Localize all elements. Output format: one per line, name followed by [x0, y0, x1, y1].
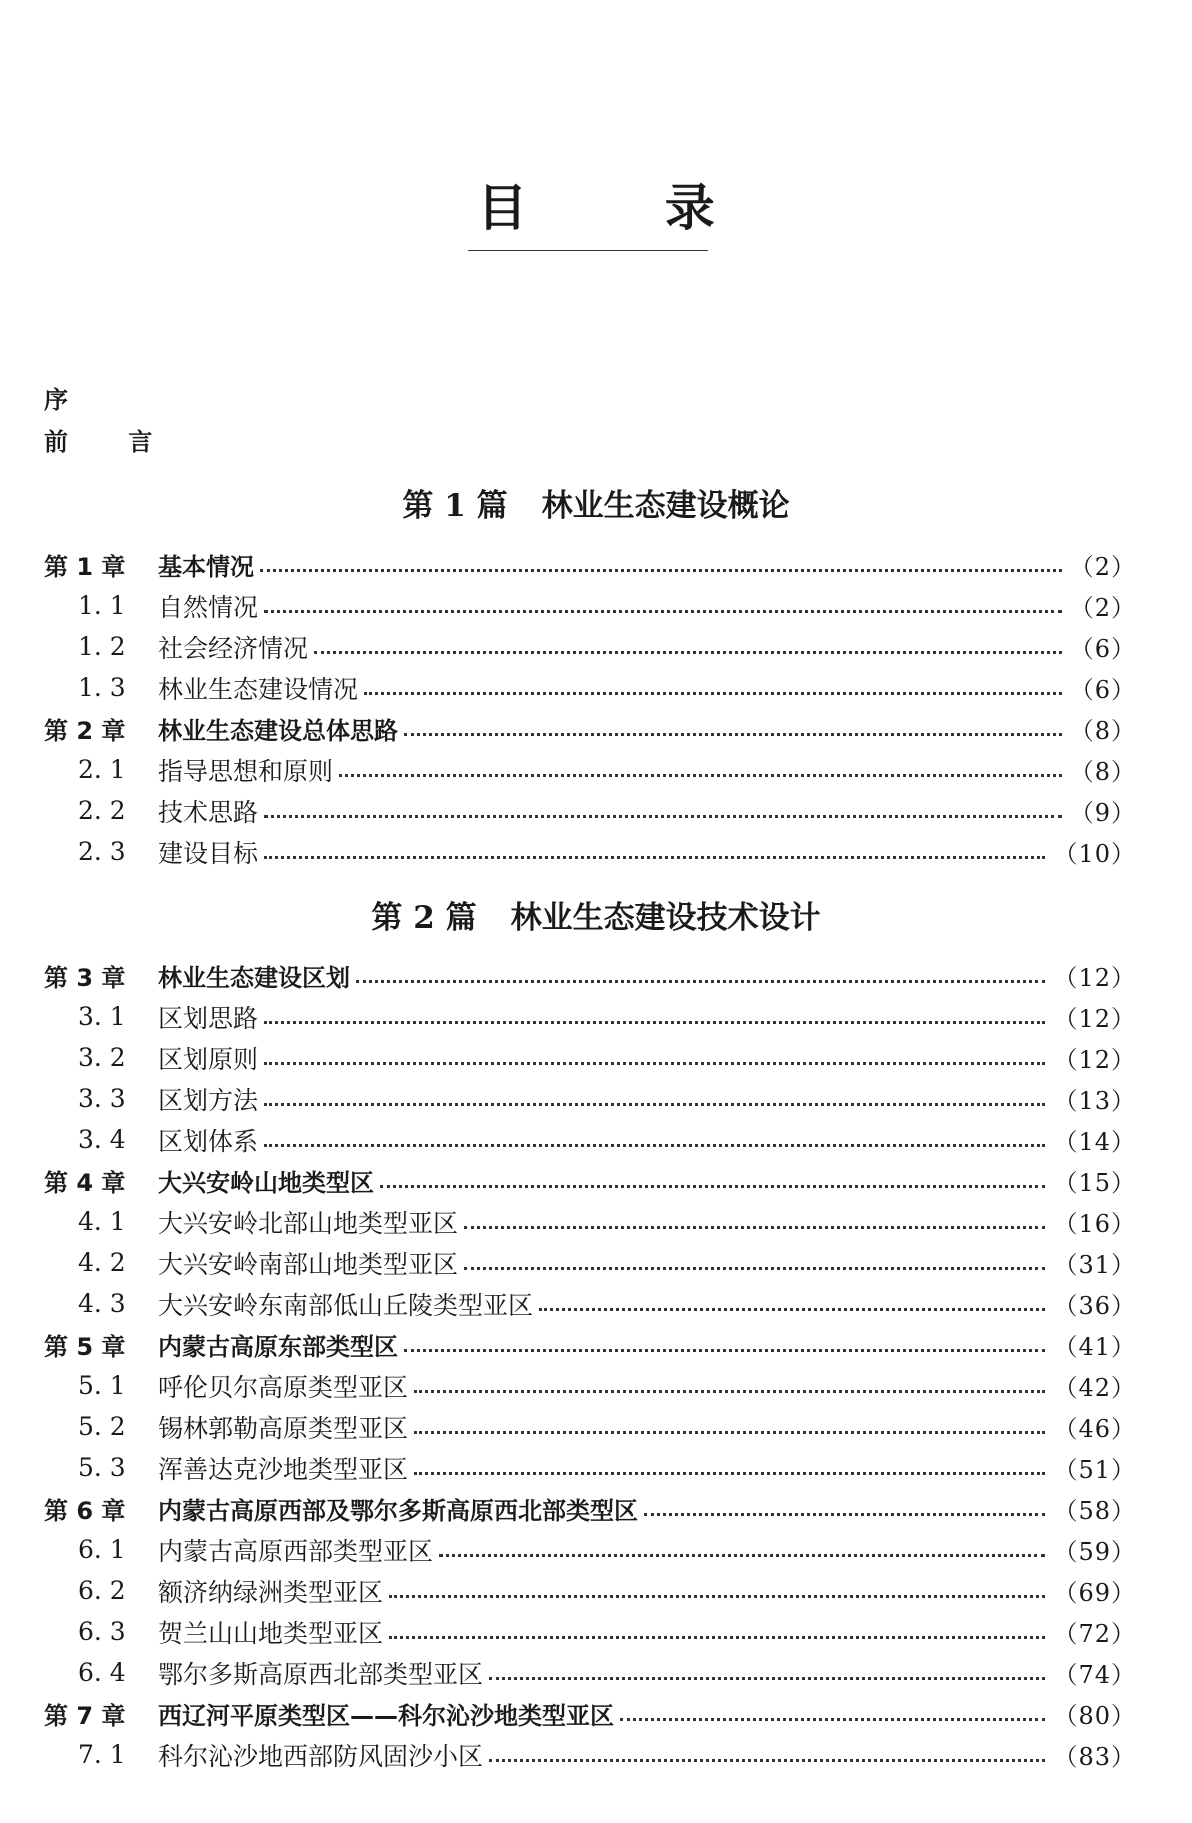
entry-number: 第 3 章	[44, 964, 126, 992]
entry-title: 社会经济情况	[158, 633, 309, 663]
entry-number: 3. 1	[78, 1002, 126, 1031]
entry-title: 区划体系	[158, 1126, 259, 1156]
toc-list-part-2	[44, 955, 1136, 1775]
toc-section-row[interactable]	[44, 1037, 1136, 1078]
entry-number: 1. 1	[78, 591, 126, 620]
entry-title: 大兴安岭南部山地类型亚区	[158, 1249, 459, 1279]
entry-title: 浑善达克沙地类型亚区	[158, 1454, 409, 1484]
dot-leader	[489, 1677, 1045, 1680]
entry-page: （16）	[1053, 1210, 1136, 1238]
entry-number: 3. 4	[78, 1125, 126, 1154]
dot-leader	[314, 651, 1062, 654]
entry-number: 4. 2	[78, 1248, 126, 1277]
toc-chapter-row[interactable]	[44, 955, 1136, 996]
entry-title: 科尔沁沙地西部防风固沙小区	[158, 1741, 484, 1771]
toc-section-row[interactable]	[44, 1078, 1136, 1119]
toc-section-row[interactable]	[44, 1734, 1136, 1775]
entry-page: （10）	[1053, 840, 1136, 868]
entry-page: （72）	[1053, 1620, 1136, 1648]
toc-section-row[interactable]	[44, 831, 1136, 872]
entry-title: 技术思路	[158, 797, 259, 827]
dot-leader	[404, 733, 1062, 736]
entry-title: 区划思路	[158, 1003, 259, 1033]
part-number: 第 1 篇	[402, 488, 508, 524]
dot-leader	[264, 1021, 1045, 1024]
dot-leader	[414, 1431, 1045, 1434]
entry-number: 第 2 章	[44, 717, 126, 745]
entry-page: （8）	[1069, 717, 1136, 745]
entry-page: （2）	[1069, 594, 1136, 622]
entry-page: （6）	[1069, 635, 1136, 663]
entry-number: 1. 2	[78, 632, 126, 661]
page-title: 目 录	[477, 179, 775, 237]
dot-leader	[364, 692, 1062, 695]
entry-page: （14）	[1053, 1128, 1136, 1156]
toc-chapter-row[interactable]	[44, 1488, 1136, 1529]
entry-number: 6. 4	[78, 1658, 126, 1687]
toc-section-row[interactable]	[44, 1406, 1136, 1447]
entry-page: （6）	[1069, 676, 1136, 704]
dot-leader	[260, 569, 1062, 572]
dot-leader	[644, 1513, 1045, 1516]
toc-chapter-row[interactable]	[44, 544, 1136, 585]
entry-number: 7. 1	[78, 1740, 126, 1769]
entry-title: 区划方法	[158, 1085, 259, 1115]
entry-page: （12）	[1053, 1005, 1136, 1033]
entry-title: 基本情况	[158, 553, 254, 581]
entry-page: （13）	[1053, 1087, 1136, 1115]
entry-title: 锡林郭勒高原类型亚区	[158, 1413, 409, 1443]
entry-number: 1. 3	[78, 673, 126, 702]
entry-page: （69）	[1053, 1579, 1136, 1607]
dot-leader	[439, 1554, 1045, 1557]
entry-page: （31）	[1053, 1251, 1136, 1279]
entry-number: 6. 1	[78, 1535, 126, 1564]
entry-page: （46）	[1053, 1415, 1136, 1443]
toc-section-row[interactable]	[44, 1611, 1136, 1652]
entry-page: （80）	[1053, 1702, 1136, 1730]
entry-page: （51）	[1053, 1456, 1136, 1484]
entry-title: 建设目标	[158, 838, 259, 868]
entry-number: 第 5 章	[44, 1333, 126, 1361]
entry-number: 第 1 章	[44, 553, 126, 581]
dot-leader	[339, 774, 1062, 777]
dot-leader	[264, 610, 1062, 613]
dot-leader	[380, 1185, 1045, 1188]
part-heading-1	[0, 486, 1192, 526]
entry-number: 4. 1	[78, 1207, 126, 1236]
toc-section-row[interactable]	[44, 585, 1136, 626]
toc-section-row[interactable]	[44, 1365, 1136, 1406]
entry-page: （41）	[1053, 1333, 1136, 1361]
dot-leader	[356, 980, 1045, 983]
entry-title: 西辽河平原类型区——科尔沁沙地类型亚区	[158, 1702, 614, 1730]
entry-title: 大兴安岭山地类型区	[158, 1169, 374, 1197]
entry-page: （42）	[1053, 1374, 1136, 1402]
toc-section-row[interactable]	[44, 626, 1136, 667]
entry-title: 大兴安岭北部山地类型亚区	[158, 1208, 459, 1238]
entry-title: 呼伦贝尔高原类型亚区	[158, 1372, 409, 1402]
entry-page: （59）	[1053, 1538, 1136, 1566]
toc-chapter-row[interactable]	[44, 708, 1136, 749]
toc-section-row[interactable]	[44, 1529, 1136, 1570]
entry-title: 鄂尔多斯高原西北部类型亚区	[158, 1659, 484, 1689]
entry-number: 6. 3	[78, 1617, 126, 1646]
entry-page: （74）	[1053, 1661, 1136, 1689]
toc-chapter-row[interactable]	[44, 1324, 1136, 1365]
dot-leader	[404, 1349, 1045, 1352]
entry-number: 4. 3	[78, 1289, 126, 1318]
entry-number: 第 6 章	[44, 1497, 126, 1525]
toc-section-row[interactable]	[44, 1447, 1136, 1488]
toc-chapter-row[interactable]	[44, 1693, 1136, 1734]
entry-number: 5. 2	[78, 1412, 126, 1441]
front-matter-xu: 序	[44, 386, 68, 414]
dot-leader	[414, 1472, 1045, 1475]
toc-section-row[interactable]	[44, 1283, 1136, 1324]
dot-leader	[620, 1718, 1045, 1721]
entry-title: 自然情况	[158, 592, 259, 622]
dot-leader	[264, 1062, 1045, 1065]
entry-number: 6. 2	[78, 1576, 126, 1605]
toc-section-row[interactable]	[44, 996, 1136, 1037]
entry-page: （83）	[1053, 1743, 1136, 1771]
dot-leader	[464, 1226, 1045, 1229]
toc-section-row[interactable]	[44, 1201, 1136, 1242]
entry-title: 内蒙古高原西部及鄂尔多斯高原西北部类型区	[158, 1497, 638, 1525]
part-number: 第 2 篇	[371, 900, 477, 936]
entry-title: 大兴安岭东南部低山丘陵类型亚区	[158, 1290, 534, 1320]
title-underline	[468, 250, 708, 251]
entry-title: 内蒙古高原东部类型区	[158, 1333, 398, 1361]
toc-chapter-row[interactable]	[44, 1160, 1136, 1201]
entry-number: 5. 3	[78, 1453, 126, 1482]
toc-section-row[interactable]	[44, 667, 1136, 708]
entry-title: 林业生态建设区划	[158, 964, 350, 992]
dot-leader	[264, 1144, 1045, 1147]
entry-page: （15）	[1053, 1169, 1136, 1197]
front-matter-qianyan: 前 言	[44, 428, 179, 456]
entry-page: （2）	[1069, 553, 1136, 581]
entry-title: 贺兰山山地类型亚区	[158, 1618, 384, 1648]
entry-page: （36）	[1053, 1292, 1136, 1320]
toc-section-row[interactable]	[44, 1652, 1136, 1693]
entry-title: 额济纳绿洲类型亚区	[158, 1577, 384, 1607]
part-heading-2	[0, 898, 1192, 938]
toc-list-part-1	[44, 544, 1136, 872]
entry-number: 第 7 章	[44, 1702, 126, 1730]
entry-number: 2. 1	[78, 755, 126, 784]
entry-title: 指导思想和原则	[158, 756, 334, 786]
entry-page: （12）	[1053, 1046, 1136, 1074]
entry-number: 第 4 章	[44, 1169, 126, 1197]
toc-section-row[interactable]	[44, 790, 1136, 831]
entry-title: 区划原则	[158, 1044, 259, 1074]
dot-leader	[264, 1103, 1045, 1106]
toc-section-row[interactable]	[44, 1570, 1136, 1611]
toc-section-row[interactable]	[44, 1119, 1136, 1160]
entry-title: 林业生态建设总体思路	[158, 717, 398, 745]
dot-leader	[389, 1595, 1045, 1598]
entry-page: （9）	[1069, 799, 1136, 827]
part-title: 林业生态建设技术设计	[510, 900, 821, 936]
entry-title: 林业生态建设情况	[158, 674, 359, 704]
dot-leader	[539, 1308, 1045, 1311]
dot-leader	[414, 1390, 1045, 1393]
entry-number: 3. 2	[78, 1043, 126, 1072]
dot-leader	[264, 856, 1045, 859]
entry-number: 2. 3	[78, 837, 126, 866]
entry-page: （8）	[1069, 758, 1136, 786]
dot-leader	[264, 815, 1062, 818]
part-title: 林业生态建设概论	[541, 488, 790, 524]
toc-section-row[interactable]	[44, 749, 1136, 790]
dot-leader	[489, 1759, 1045, 1762]
entry-number: 2. 2	[78, 796, 126, 825]
toc-section-row[interactable]	[44, 1242, 1136, 1283]
entry-number: 5. 1	[78, 1371, 126, 1400]
entry-title: 内蒙古高原西部类型亚区	[158, 1536, 434, 1566]
entry-page: （12）	[1053, 964, 1136, 992]
entry-page: （58）	[1053, 1497, 1136, 1525]
entry-number: 3. 3	[78, 1084, 126, 1113]
dot-leader	[464, 1267, 1045, 1270]
dot-leader	[389, 1636, 1045, 1639]
